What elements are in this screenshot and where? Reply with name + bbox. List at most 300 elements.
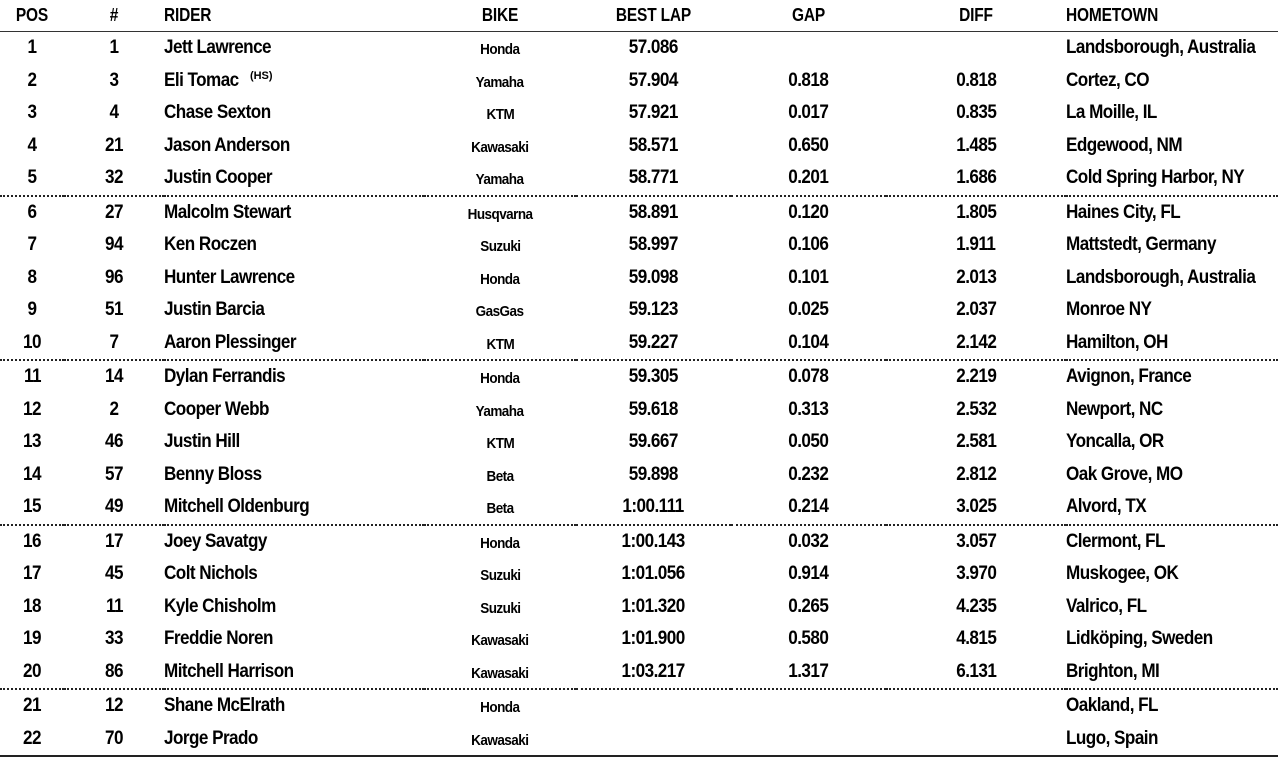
cell-gap (731, 723, 886, 757)
cell-gap (731, 426, 886, 459)
cell-number (64, 656, 164, 690)
cell-number-text: 4 (109, 102, 119, 124)
cell-pos-text: 13 (23, 431, 41, 453)
table-row (0, 525, 1278, 559)
header-hometown: HOMETOWN (1066, 0, 1248, 32)
cell-bike-text: Suzuki (479, 567, 521, 585)
cell-gap-text: 0.818 (788, 69, 829, 91)
cell-pos (0, 162, 64, 196)
cell-diff-text: 2.812 (955, 463, 997, 485)
cell-rider-text: Justin Barcia (164, 299, 265, 321)
cell-number (64, 65, 164, 98)
cell-diff (886, 689, 1066, 723)
cell-diff (886, 229, 1066, 262)
cell-best-lap-text: 59.898 (628, 463, 679, 485)
cell-number (64, 360, 164, 394)
cell-gap-text: 0.104 (788, 331, 829, 353)
cell-best-lap-text: 1:03.217 (621, 660, 686, 682)
cell-number (64, 130, 164, 163)
cell-rider-text: Chase Sexton (164, 102, 271, 124)
cell-rider (164, 656, 424, 690)
cell-rider (164, 32, 424, 65)
cell-gap-text: 0.120 (788, 201, 829, 223)
cell-rider (164, 130, 424, 163)
cell-diff (886, 294, 1066, 327)
cell-rider (164, 491, 424, 525)
cell-diff (886, 32, 1066, 65)
cell-rider-text: Hunter Lawrence (164, 266, 295, 288)
cell-bike-text: Honda (480, 534, 520, 552)
cell-best-lap (576, 426, 731, 459)
cell-pos (0, 294, 64, 327)
cell-diff-text: 3.057 (955, 530, 997, 552)
table-row (0, 591, 1278, 624)
cell-number (64, 426, 164, 459)
cell-diff (886, 327, 1066, 361)
cell-pos (0, 459, 64, 492)
cell-number (64, 525, 164, 559)
cell-rider-text: Cooper Webb (164, 398, 269, 420)
cell-best-lap-text: 59.098 (628, 266, 679, 288)
cell-gap (731, 591, 886, 624)
cell-gap (731, 689, 886, 723)
cell-rider-text: Freddie Noren (164, 628, 273, 650)
table-row (0, 723, 1278, 757)
cell-pos-text: 10 (23, 331, 41, 353)
cell-hometown-text: Oakland, FL (1066, 695, 1158, 717)
table-row (0, 294, 1278, 327)
cell-diff-text: 1.485 (955, 134, 997, 156)
cell-diff (886, 65, 1066, 98)
cell-rider-text: Malcolm Stewart (164, 201, 291, 223)
cell-gap-text: 0.214 (788, 496, 829, 518)
cell-hometown-text: Hamilton, OH (1066, 331, 1168, 353)
cell-hometown (1066, 65, 1278, 98)
cell-best-lap-text: 1:01.900 (621, 628, 686, 650)
cell-gap-text: 0.650 (788, 134, 829, 156)
cell-rider (164, 689, 424, 723)
cell-pos-text: 17 (23, 563, 41, 585)
cell-best-lap-text: 1:00.143 (621, 530, 686, 552)
cell-number (64, 294, 164, 327)
cell-pos-text: 6 (27, 201, 37, 223)
cell-diff-text: 0.835 (955, 102, 997, 124)
cell-diff (886, 130, 1066, 163)
cell-hometown (1066, 97, 1278, 130)
cell-gap-text: 0.017 (788, 102, 829, 124)
cell-bike-text: Kawasaki (471, 731, 529, 749)
cell-diff (886, 97, 1066, 130)
cell-rider (164, 623, 424, 656)
header-rider: RIDER (164, 0, 388, 32)
cell-diff (886, 656, 1066, 690)
cell-best-lap (576, 360, 731, 394)
cell-pos-text: 16 (23, 530, 41, 552)
cell-rider-text: Colt Nichols (164, 563, 258, 585)
cell-gap (731, 623, 886, 656)
cell-bike (424, 130, 576, 163)
cell-pos-text: 9 (27, 299, 37, 321)
cell-best-lap-text: 59.618 (628, 398, 679, 420)
rider-superscript: (HS) (249, 69, 273, 82)
cell-gap-text: 0.232 (788, 463, 829, 485)
cell-number (64, 394, 164, 427)
cell-number-text: 14 (105, 366, 123, 388)
cell-bike (424, 558, 576, 591)
table-row (0, 262, 1278, 295)
cell-pos (0, 97, 64, 130)
cell-hometown-text: Lidköping, Sweden (1066, 628, 1213, 650)
cell-gap-text: 0.580 (788, 628, 829, 650)
cell-pos (0, 229, 64, 262)
cell-bike (424, 262, 576, 295)
cell-gap (731, 558, 886, 591)
cell-hometown-text: Haines City, FL (1066, 201, 1181, 223)
cell-diff (886, 558, 1066, 591)
cell-hometown (1066, 459, 1278, 492)
cell-pos (0, 130, 64, 163)
cell-number (64, 327, 164, 361)
cell-gap-text: 0.025 (788, 299, 829, 321)
table-row (0, 327, 1278, 361)
cell-rider-text: Jett Lawrence (164, 37, 272, 59)
cell-number (64, 459, 164, 492)
cell-bike-text: KTM (486, 335, 514, 353)
table-row (0, 558, 1278, 591)
cell-hometown-text: Monroe NY (1066, 299, 1152, 321)
cell-hometown-text: Brighton, MI (1066, 660, 1160, 682)
cell-number (64, 97, 164, 130)
cell-hometown-text: Alvord, TX (1066, 496, 1147, 518)
cell-hometown-text: Mattstedt, Germany (1066, 234, 1216, 256)
cell-rider (164, 65, 424, 98)
cell-pos-text: 21 (23, 695, 41, 717)
cell-bike (424, 294, 576, 327)
cell-bike-text: GasGas (476, 303, 524, 321)
cell-diff (886, 426, 1066, 459)
table-body (0, 32, 1278, 757)
cell-gap (731, 65, 886, 98)
cell-number-text: 51 (105, 299, 123, 321)
header-gap: GAP (742, 0, 875, 32)
cell-hometown (1066, 229, 1278, 262)
cell-rider-text: Benny Bloss (164, 463, 262, 485)
cell-diff (886, 459, 1066, 492)
cell-rider (164, 723, 424, 757)
cell-number-text: 2 (109, 398, 119, 420)
cell-number-text: 21 (105, 134, 123, 156)
cell-rider (164, 327, 424, 361)
table-row (0, 656, 1278, 690)
table-row (0, 65, 1278, 98)
cell-best-lap-text: 1:00.111 (622, 496, 685, 518)
cell-number (64, 491, 164, 525)
cell-diff-text: 1.911 (956, 234, 996, 256)
cell-number-text: 12 (105, 695, 123, 717)
cell-number (64, 229, 164, 262)
cell-pos (0, 689, 64, 723)
cell-number (64, 32, 164, 65)
cell-number-text: 86 (105, 660, 123, 682)
cell-bike-text: Husqvarna (467, 205, 533, 223)
header-best-lap: BEST LAP (587, 0, 720, 32)
cell-rider-text: Ken Roczen (164, 234, 257, 256)
cell-pos-text: 2 (27, 69, 37, 91)
cell-diff-text: 2.142 (955, 331, 997, 353)
cell-rider-text: Justin Hill (164, 431, 240, 453)
cell-number (64, 196, 164, 230)
cell-hometown (1066, 32, 1278, 65)
cell-number (64, 162, 164, 196)
cell-hometown-text: Landsborough, Australia (1066, 266, 1256, 288)
cell-rider-text: Dylan Ferrandis (164, 366, 286, 388)
cell-pos-text: 15 (23, 496, 41, 518)
cell-rider (164, 426, 424, 459)
cell-rider-text: Aaron Plessinger (164, 331, 297, 353)
header-bike: BIKE (435, 0, 566, 32)
cell-pos-text: 18 (23, 595, 41, 617)
cell-gap (731, 229, 886, 262)
cell-rider (164, 360, 424, 394)
cell-number-text: 49 (105, 496, 123, 518)
cell-bike (424, 689, 576, 723)
cell-gap-text: 0.265 (788, 595, 829, 617)
cell-pos-text: 20 (23, 660, 41, 682)
cell-best-lap-text: 57.086 (628, 37, 679, 59)
cell-best-lap (576, 459, 731, 492)
table-row (0, 97, 1278, 130)
cell-pos-text: 1 (27, 37, 37, 59)
cell-pos (0, 656, 64, 690)
cell-pos (0, 65, 64, 98)
cell-gap-text: 0.032 (788, 530, 829, 552)
cell-gap (731, 262, 886, 295)
cell-number (64, 723, 164, 757)
cell-best-lap-text: 1:01.056 (621, 563, 686, 585)
cell-hometown (1066, 294, 1278, 327)
cell-number (64, 558, 164, 591)
cell-best-lap-text: 59.123 (628, 299, 679, 321)
cell-gap (731, 196, 886, 230)
cell-pos-text: 5 (27, 167, 37, 189)
cell-number (64, 623, 164, 656)
header-row (0, 0, 1278, 32)
cell-hometown (1066, 558, 1278, 591)
cell-gap (731, 130, 886, 163)
cell-diff (886, 491, 1066, 525)
cell-best-lap (576, 32, 731, 65)
cell-rider-text: Eli Tomac (164, 69, 239, 91)
cell-gap (731, 162, 886, 196)
cell-bike-text: Beta (486, 500, 514, 518)
cell-best-lap (576, 723, 731, 757)
cell-diff (886, 591, 1066, 624)
cell-diff-text: 2.013 (955, 266, 997, 288)
cell-rider (164, 262, 424, 295)
cell-best-lap-text: 59.667 (628, 431, 679, 453)
table-row (0, 32, 1278, 65)
cell-bike-text: KTM (486, 106, 514, 124)
cell-bike-text: Honda (480, 41, 520, 59)
cell-diff-text: 2.581 (955, 431, 997, 453)
cell-gap (731, 97, 886, 130)
cell-best-lap (576, 558, 731, 591)
cell-hometown-text: La Moille, IL (1066, 102, 1157, 124)
cell-diff (886, 360, 1066, 394)
table-row (0, 196, 1278, 230)
cell-bike-text: Yamaha (476, 402, 524, 420)
table-row (0, 162, 1278, 196)
cell-rider-text: Joey Savatgy (164, 530, 267, 552)
cell-rider-text: Mitchell Oldenburg (164, 496, 310, 518)
cell-bike (424, 723, 576, 757)
cell-bike (424, 491, 576, 525)
cell-hometown-text: Yoncalla, OR (1066, 431, 1164, 453)
cell-hometown-text: Lugo, Spain (1066, 727, 1158, 749)
cell-hometown (1066, 623, 1278, 656)
cell-best-lap (576, 623, 731, 656)
cell-bike-text: Kawasaki (471, 664, 529, 682)
cell-hometown (1066, 360, 1278, 394)
cell-diff (886, 394, 1066, 427)
cell-gap-text: 0.313 (788, 398, 829, 420)
header-pos: POS (4, 0, 59, 32)
cell-best-lap (576, 262, 731, 295)
cell-gap-text: 1.317 (788, 660, 829, 682)
table-row (0, 459, 1278, 492)
cell-hometown-text: Avignon, France (1066, 366, 1192, 388)
cell-bike (424, 623, 576, 656)
cell-bike (424, 327, 576, 361)
cell-diff-text: 2.219 (955, 366, 997, 388)
cell-rider-text: Kyle Chisholm (164, 595, 276, 617)
cell-gap (731, 656, 886, 690)
cell-diff-text: 1.686 (955, 167, 997, 189)
cell-bike-text: KTM (486, 435, 514, 453)
cell-rider (164, 294, 424, 327)
cell-diff-text: 3.970 (955, 563, 997, 585)
cell-gap-text: 0.101 (788, 266, 829, 288)
cell-pos-text: 19 (23, 628, 41, 650)
cell-pos (0, 32, 64, 65)
table-row (0, 130, 1278, 163)
cell-pos (0, 196, 64, 230)
cell-bike-text: Honda (480, 270, 520, 288)
cell-rider (164, 558, 424, 591)
cell-number (64, 262, 164, 295)
cell-number-text: 17 (105, 530, 123, 552)
cell-best-lap-text: 58.771 (628, 167, 679, 189)
cell-hometown (1066, 525, 1278, 559)
cell-bike (424, 97, 576, 130)
cell-pos-text: 3 (27, 102, 37, 124)
cell-hometown-text: Clermont, FL (1066, 530, 1165, 552)
cell-pos (0, 327, 64, 361)
cell-hometown (1066, 491, 1278, 525)
cell-pos-text: 14 (23, 463, 41, 485)
cell-rider (164, 97, 424, 130)
cell-diff-text: 0.818 (955, 69, 997, 91)
cell-best-lap-text: 1:01.320 (621, 595, 686, 617)
cell-bike-text: Beta (486, 467, 514, 485)
cell-bike-text: Suzuki (479, 238, 521, 256)
cell-rider (164, 162, 424, 196)
cell-best-lap (576, 196, 731, 230)
cell-pos-text: 4 (27, 134, 37, 156)
cell-gap-text: 0.201 (788, 167, 829, 189)
cell-best-lap (576, 65, 731, 98)
cell-hometown (1066, 162, 1278, 196)
cell-diff-text: 4.815 (955, 628, 997, 650)
cell-hometown (1066, 130, 1278, 163)
cell-diff (886, 196, 1066, 230)
cell-pos-text: 22 (23, 727, 41, 749)
cell-best-lap-text: 57.921 (628, 102, 679, 124)
cell-number-text: 96 (105, 266, 123, 288)
cell-diff (886, 723, 1066, 757)
cell-bike (424, 394, 576, 427)
cell-rider-text: Justin Cooper (164, 167, 272, 189)
cell-number-text: 11 (105, 595, 123, 617)
cell-best-lap-text: 58.891 (628, 201, 679, 223)
cell-number-text: 33 (105, 628, 123, 650)
table-row (0, 426, 1278, 459)
cell-rider-text: Mitchell Harrison (164, 660, 294, 682)
cell-bike-text: Honda (480, 370, 520, 388)
cell-bike-text: Kawasaki (471, 138, 529, 156)
cell-pos-text: 12 (23, 398, 41, 420)
cell-rider-text: Jason Anderson (164, 134, 290, 156)
cell-diff-text: 3.025 (955, 496, 997, 518)
cell-diff-text: 2.037 (955, 299, 997, 321)
cell-rider-text: Shane McElrath (164, 695, 285, 717)
cell-pos (0, 591, 64, 624)
cell-best-lap-text: 57.904 (628, 69, 679, 91)
cell-bike-text: Suzuki (479, 599, 521, 617)
cell-gap (731, 491, 886, 525)
cell-best-lap (576, 656, 731, 690)
cell-rider (164, 459, 424, 492)
cell-rider (164, 229, 424, 262)
cell-best-lap-text: 58.997 (628, 234, 679, 256)
cell-diff-text: 1.805 (955, 201, 997, 223)
cell-pos-text: 7 (27, 234, 37, 256)
cell-hometown-text: Landsborough, Australia (1066, 37, 1256, 59)
cell-best-lap (576, 294, 731, 327)
cell-diff (886, 162, 1066, 196)
cell-diff-text: 4.235 (955, 595, 997, 617)
cell-hometown (1066, 327, 1278, 361)
cell-best-lap-text: 59.227 (628, 331, 679, 353)
cell-number-text: 27 (105, 201, 123, 223)
cell-hometown-text: Valrico, FL (1066, 595, 1147, 617)
cell-diff (886, 525, 1066, 559)
cell-gap (731, 360, 886, 394)
cell-hometown (1066, 689, 1278, 723)
cell-pos (0, 491, 64, 525)
cell-pos (0, 723, 64, 757)
cell-bike (424, 196, 576, 230)
header-number: # (71, 0, 157, 32)
cell-pos (0, 426, 64, 459)
cell-hometown (1066, 656, 1278, 690)
table-header (0, 0, 1278, 32)
cell-number-text: 94 (105, 234, 123, 256)
cell-best-lap (576, 689, 731, 723)
cell-gap-text: 0.050 (788, 431, 829, 453)
cell-bike (424, 656, 576, 690)
cell-gap (731, 525, 886, 559)
